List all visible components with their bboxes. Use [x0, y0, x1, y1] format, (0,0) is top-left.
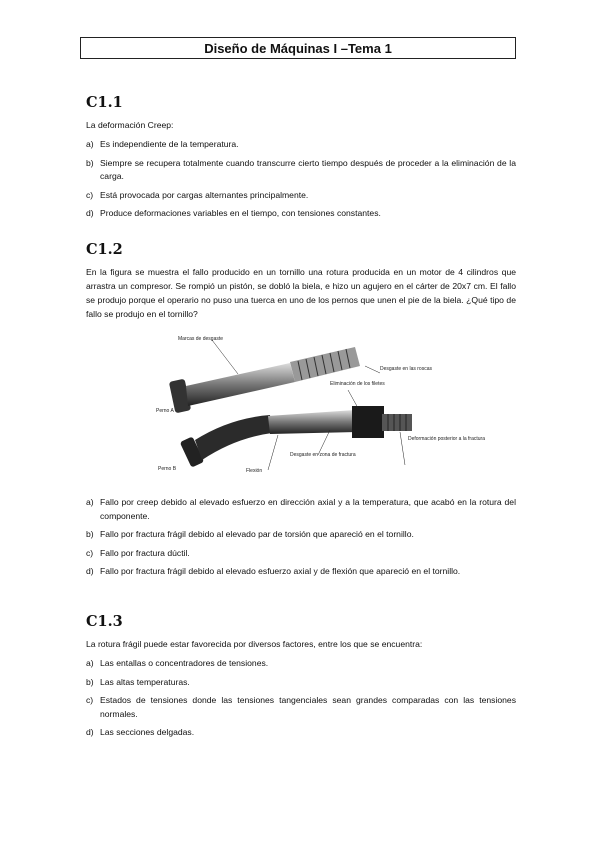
- answer-option-d: d) Produce deformaciones variables en el tiempo, con tensiones constantes.: [86, 208, 381, 218]
- question-heading: C1.3: [86, 613, 123, 630]
- answer-option-c: c) Fallo por fractura dúctil.: [86, 547, 190, 558]
- question-c1-1: [86, 94, 516, 226]
- answer-option-d: d) Las secciones delgadas.: [86, 727, 195, 737]
- answer-option-b: b) Siempre se recupera totalmente cuando transcurre cierto tiempo después de proceder a la eliminación de la carga.: [86, 157, 516, 181]
- answer-option-d: d) Fallo por fractura frágil debido al elevado esfuerzo axial y de flexión que apareció en el tornillo.: [86, 566, 461, 576]
- answer-option-c: c) Está provocada por cargas alternantes principalmente.: [86, 189, 309, 200]
- question-text: La rotura frágil puede estar favorecida por diversos factores, entre los que se encuentra:: [86, 639, 423, 649]
- answer-option-a: a) Es independiente de la temperatura.: [86, 139, 239, 149]
- question-heading: C1.2: [86, 241, 123, 258]
- document-title: Diseño de Máquinas I –Tema 1: [80, 37, 516, 59]
- label-deformacion-posterior: Deformación posterior a la fractura: [408, 436, 485, 442]
- answer-option-b: b) Fallo por fractura frágil debido al elevado par de torsión que apareció en el tornillo.: [86, 529, 414, 539]
- answer-option-c: c) Estados de tensiones donde las tensiones tangenciales sean grandes comparadas con las tensiones normales.: [86, 695, 516, 719]
- answer-option-a: a) Fallo por creep debido al elevado esfuerzo en dirección axial y a la temperatura, que acabó en la rotura del componente.: [86, 497, 516, 521]
- label-flexion: Flexión: [246, 468, 263, 474]
- answer-option-a: a) Las entallas o concentradores de tensiones.: [86, 658, 269, 668]
- label-marcas-desgaste: Marcas de desgaste: [178, 336, 224, 342]
- question-c1-3: [86, 613, 516, 745]
- question-text: En la figura se muestra el fallo producido en un tornillo una rotura producida en un motor de 4 cilindros que arrastra un compresor. Se rompió un pistón, se dobló la biela, e hizo un agujero en el cárter de 20x7 cm. El fallo se produjo porque el operario no puso una tuerca en uno de los pernos que unen el pie de la biela. ¿Qué tipo de fallo se produjo en el tornillo?: [86, 267, 516, 319]
- bolt-photo: [150, 330, 485, 475]
- question-c1-2-options: [86, 490, 516, 584]
- bolt-b: [180, 406, 412, 468]
- label-perno-a: Perno A: [156, 408, 174, 414]
- label-eliminacion-filetes: Eliminación de los filetes: [330, 381, 385, 387]
- question-text: La deformación Creep:: [86, 120, 174, 130]
- answer-options: [86, 496, 516, 579]
- answer-options: [86, 657, 516, 740]
- label-perno-b: Perno B: [158, 466, 177, 472]
- answer-option-b: b) Las altas temperaturas.: [86, 676, 190, 687]
- label-desgaste-roscas: Desgaste en las roscas: [380, 366, 432, 372]
- answer-options: [86, 138, 516, 221]
- bolt-failure-figure: [150, 330, 485, 475]
- label-desgaste-fractura: Desgaste en zona de fractura: [290, 452, 356, 458]
- question-heading: C1.1: [86, 94, 123, 111]
- question-c1-2: [86, 241, 516, 321]
